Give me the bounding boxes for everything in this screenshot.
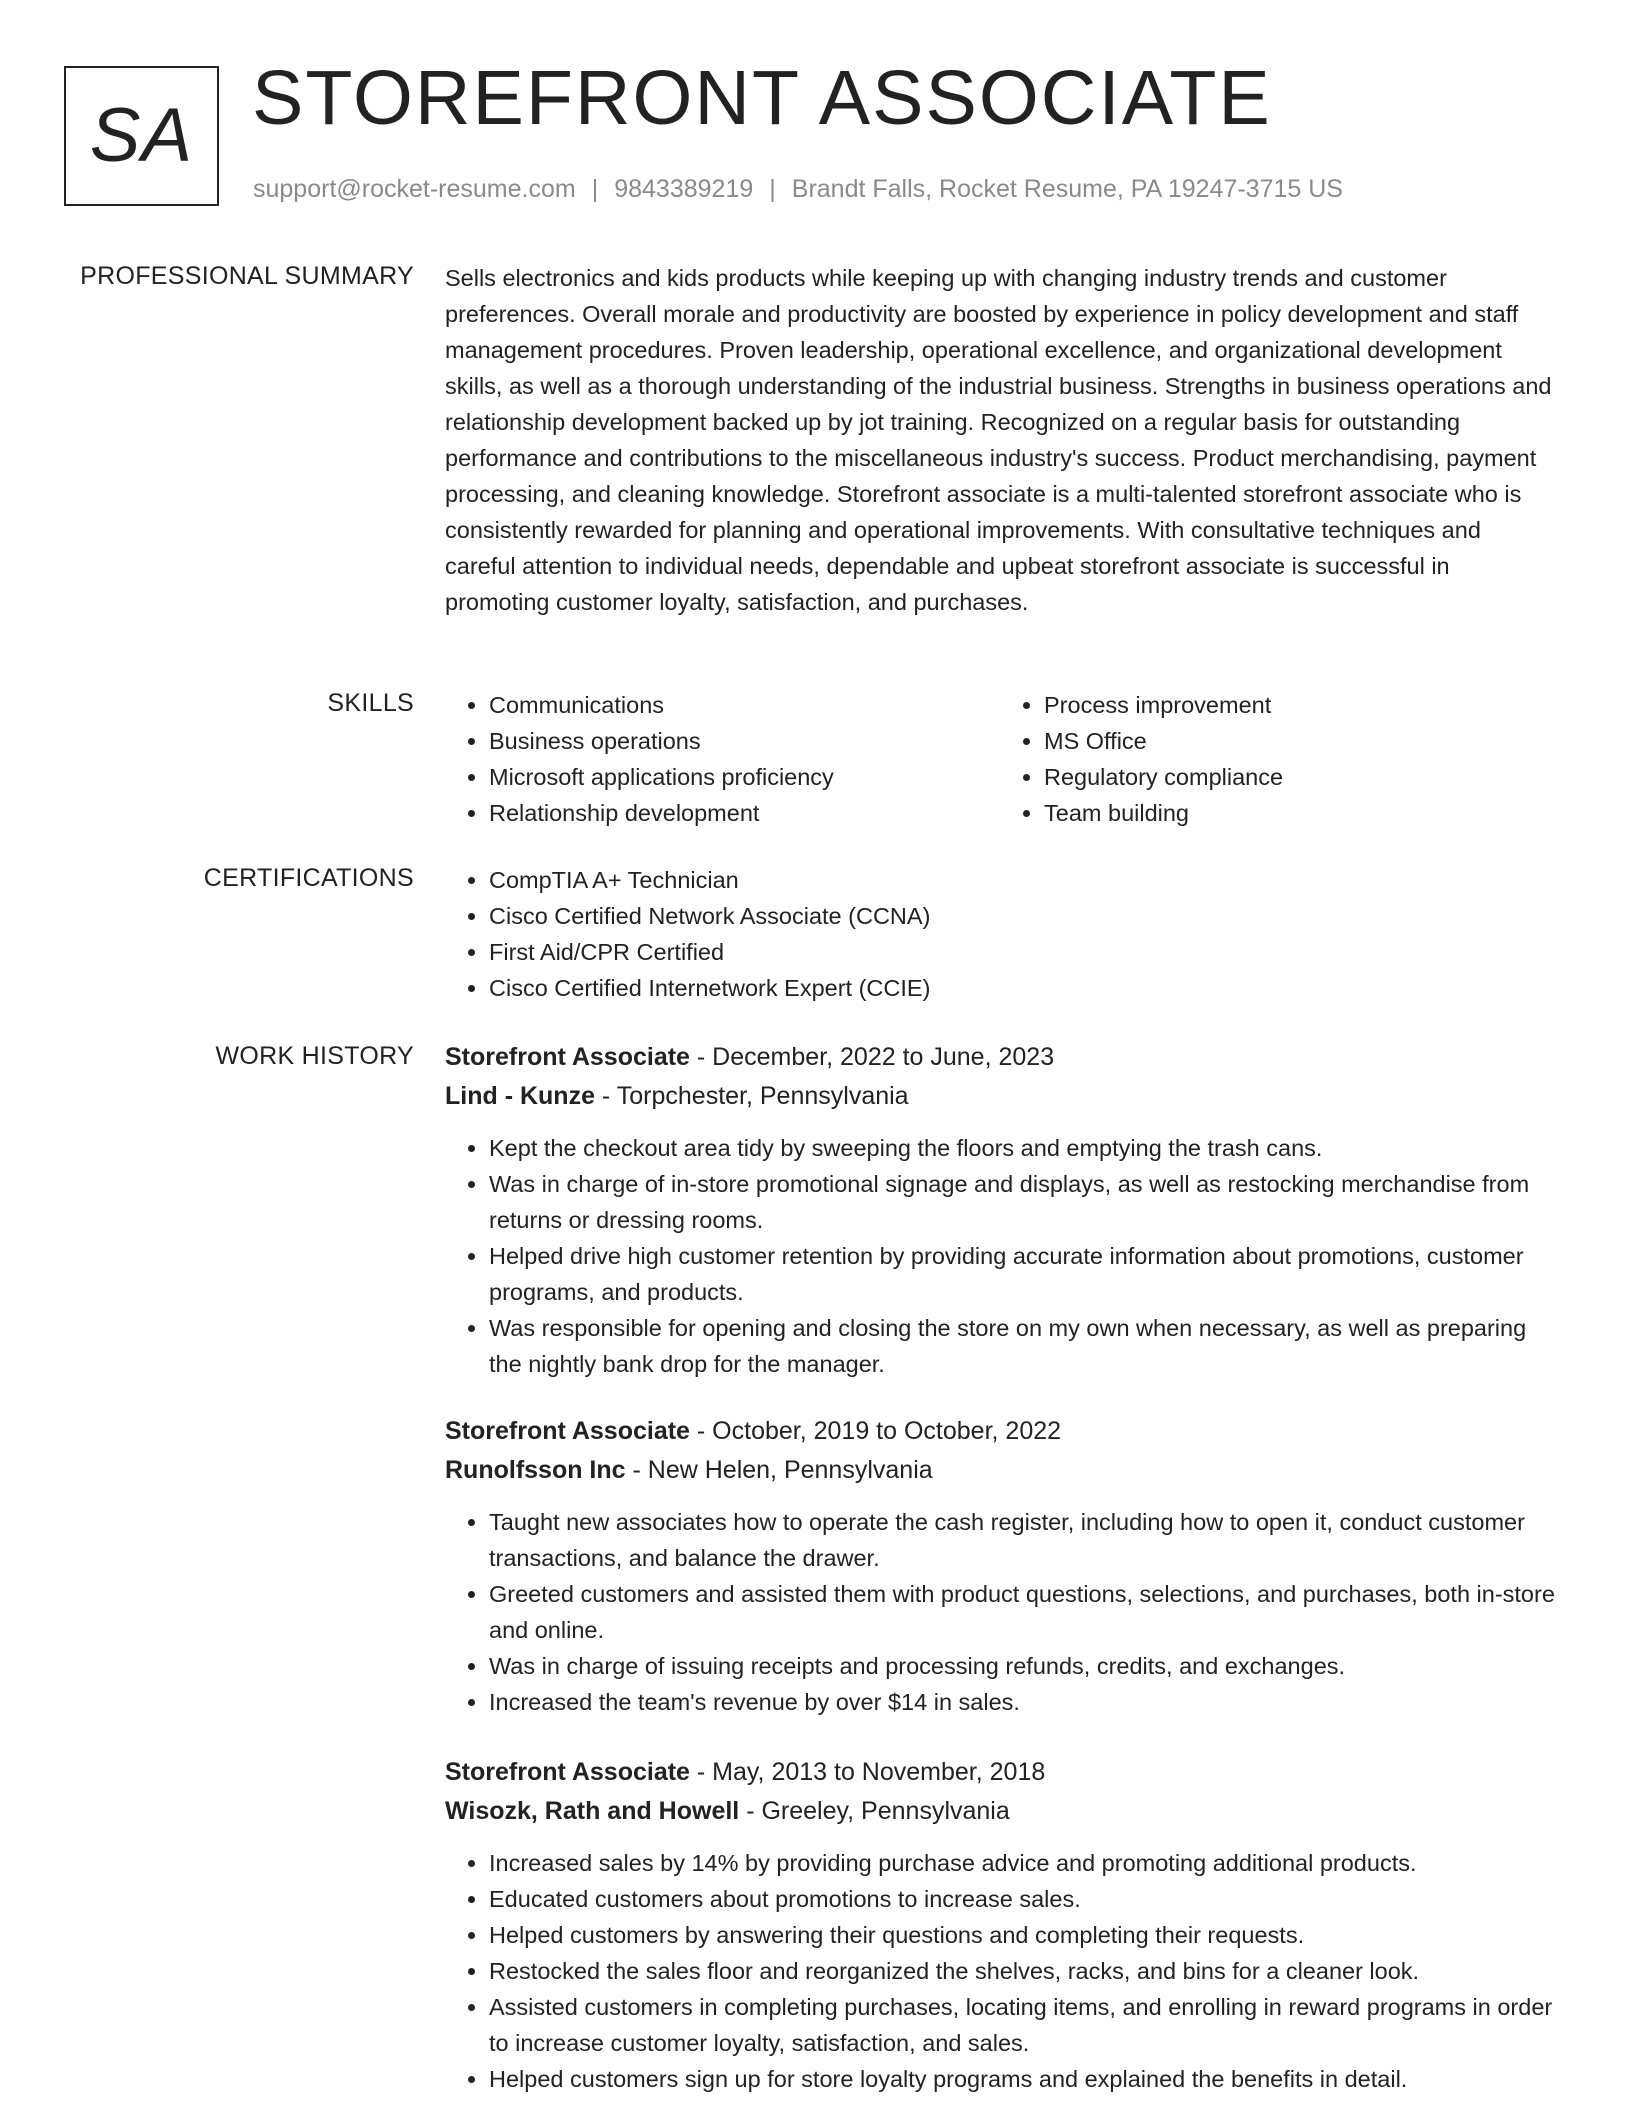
job-location: - New Helen, Pennsylvania [625,1456,933,1484]
job-body [445,1412,1555,1720]
job-dates: - October, 2019 to October, 2022 [689,1417,1062,1445]
contact-separator: | [591,175,599,203]
skills-columns [445,687,1555,831]
section-label-work-history: WORK HISTORY [215,1042,414,1070]
job-location: - Torpchester, Pennsylvania [594,1082,909,1110]
contact-phone[interactable]: 9843389219 [614,175,754,203]
job-company: Runolfsson Inc [445,1456,626,1484]
job-dates: - May, 2013 to November, 2018 [689,1758,1046,1786]
list-item: • Was responsible for opening and closing the store on my own when necessary, as well as preparing the nightly bank drop for the manager. [489,1310,1555,1382]
list-item: • First Aid/CPR Certified [489,934,1555,970]
list-item: • Was in charge of issuing receipts and processing refunds, credits, and exchanges. [489,1648,1555,1684]
list-item: • Microsoft applications proficiency [489,759,1000,795]
contact-email[interactable]: support@rocket-resume.com [253,175,576,203]
list-item: • Taught new associates how to operate the cash register, including how to open it, conduct customer transactions, and balance the drawer. [489,1504,1555,1576]
skills-list-col1 [445,687,1000,831]
job-title: Storefront Associate [445,1043,690,1071]
job-company: Lind - Kunze [445,1082,595,1110]
contact-separator: | [769,175,776,203]
list-item: • Kept the checkout area tidy by sweeping the floors and emptying the trash cans. [489,1130,1555,1166]
list-item: • Helped customers by answering their questions and completing their requests. [489,1917,1555,1953]
list-item: • Assisted customers in completing purchases, locating items, and enrolling in reward programs in order to increase customer loyalty, satisfaction, and sales. [489,1989,1555,2061]
list-item: • Cisco Certified Network Associate (CCNA) [489,898,1555,934]
summary-body [445,260,1555,620]
section-label-certifications: CERTIFICATIONS [203,864,414,892]
job-title-line [445,1753,1555,1792]
list-item: • Helped customers sign up for store loyalty programs and explained the benefits in detail. [489,2061,1555,2097]
certifications-body [445,862,1555,1006]
list-item: • Increased sales by 14% by providing purchase advice and promoting additional products. [489,1845,1555,1881]
list-item: • Regulatory compliance [1044,759,1555,795]
job-company-line [445,1792,1555,1831]
job-title-line [445,1038,1555,1077]
section-label-summary: PROFESSIONAL SUMMARY [80,262,414,290]
list-item: • CompTIA A+ Technician [489,862,1555,898]
list-item: • Greeted customers and assisted them with product questions, selections, and purchases, both in-store and online. [489,1576,1555,1648]
list-item: • Cisco Certified Internetwork Expert (CCIE) [489,970,1555,1006]
monogram-initials: SA [89,93,194,178]
monogram-box [64,66,219,206]
list-item: • Helped drive high customer retention by providing accurate information about promotions, customer programs, and products. [489,1238,1555,1310]
summary-text: Sells electronics and kids products while keeping up with changing industry trends and customer preferences. Overall morale and productivity are boosted by experience in policy development and staff management procedures. Proven leadership, operational excellence, and organizational development skills, as well as a thorough understanding of the industrial business. Strengths in business operations and relationship development backed up by jot training. Recognized on a regular basis for outstanding performance and contributions to the miscellaneous industry's success. Product merchandising, payment processing, and cleaning knowledge. Storefront associate is a multi-talented storefront associate who is consistently rewarded for planning and operational improvements. With consultative techniques and careful attention to individual needs, dependable and upbeat storefront associate is successful in promoting customer loyalty, satisfaction, and purchases. [445,265,1552,615]
page-title: STOREFRONT ASSOCIATE [252,55,1272,141]
skills-list-col2 [1000,687,1555,831]
job-location: - Greeley, Pennsylvania [739,1797,1010,1825]
job-title: Storefront Associate [445,1417,690,1445]
list-item: • Was in charge of in-store promotional signage and displays, as well as restocking merchandise from returns or dressing rooms. [489,1166,1555,1238]
certifications-list [445,862,1555,1006]
job-body [445,1038,1555,1382]
job-company-line [445,1451,1555,1490]
list-item: • Increased the team's revenue by over $14 in sales. [489,1684,1555,1720]
job-bullets [445,1504,1555,1720]
skills-body [445,687,1555,831]
list-item: • Relationship development [489,795,1000,831]
list-item: • Educated customers about promotions to increase sales. [489,1881,1555,1917]
contact-address: Brandt Falls, Rocket Resume, PA 19247-3715 US [791,175,1343,203]
job-bullets [445,1130,1555,1382]
list-item: • Restocked the sales floor and reorganized the shelves, racks, and bins for a cleaner look. [489,1953,1555,1989]
job-title: Storefront Associate [445,1758,690,1786]
job-title-line [445,1412,1555,1451]
list-item: • Team building [1044,795,1555,831]
contact-line [253,173,1343,206]
job-bullets [445,1845,1555,2097]
list-item: • Process improvement [1044,687,1555,723]
list-item: • Business operations [489,723,1000,759]
section-label-skills: SKILLS [327,689,414,717]
list-item: • MS Office [1044,723,1555,759]
job-company-line [445,1077,1555,1116]
job-company: Wisozk, Rath and Howell [445,1797,740,1825]
job-dates: - December, 2022 to June, 2023 [689,1043,1055,1071]
job-body [445,1753,1555,2097]
list-item: • Communications [489,687,1000,723]
